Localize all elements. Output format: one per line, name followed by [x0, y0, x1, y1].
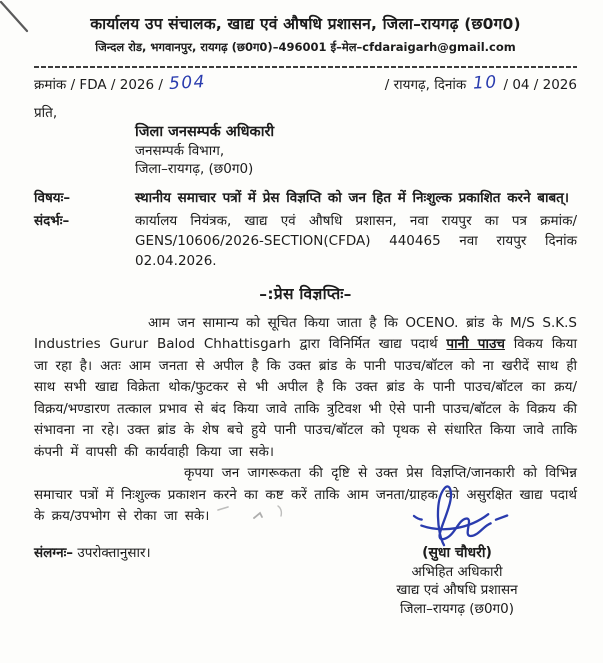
- dashed-divider: [34, 66, 577, 68]
- date-day-handwritten: 10: [472, 72, 498, 94]
- signatory-designation: अभिहित अधिकारी: [411, 563, 503, 580]
- body-paragraph-1: [34, 313, 577, 464]
- body-paragraph-2: कृपया जन जागरूकता की दृष्टि से उक्त प्रेस विज्ञप्ति/जानकारी को विभिन्न समाचार पत्रों में निःशुल्क प्रकाशन करने का कष्ट करें ताकि आम जनता/ग्राहक को असुरक्षित खाद्य पदार्थ के क्रय/उपभोग से रोका जा सके।: [34, 465, 577, 524]
- subject-text: स्थानीय समाचार पत्रों में प्रेस विज्ञप्ति को जन हित में निःशुल्क प्रकाशित करने बाबत्।: [135, 189, 569, 206]
- handwritten-signature: [392, 484, 522, 550]
- reference-text: कार्यालय नियंत्रक, खाद्य एवं औषधि प्रशासन, नवा रायपुर का पत्र क्रमांक/ GENS/10606/2026-SECTION(CFDA) 440465 नवा रायपुर दिनांक 02.04.2026.: [135, 212, 577, 269]
- office-address: जिन्दल रोड, भगवानपुर, रायगढ़ (छ0ग0)–496001 ई–मेल–cfdaraigarh@gmail.com: [95, 40, 516, 54]
- para1-text-before: आम जन सामान्य को सूचित किया जाता है कि OCENO. ब्रांड के M/S S.K.S Industries Gurur Balod Chhattisgarh द्वारा विनिर्मित खाद्य पदार्थ: [34, 314, 577, 352]
- to-label: प्रति,: [34, 105, 58, 121]
- office-title: कार्यालय उप संचालक, खाद्य एवं औषधि प्रशासन, जिला–रायगढ़ (छ0ग0): [90, 15, 521, 33]
- reference-label: संदर्भः–: [34, 212, 70, 229]
- recipient-district: जिला–रायगढ़, (छ0ग0): [135, 161, 254, 177]
- signature-block: [341, 484, 573, 618]
- scan-artifact-pencil-marks: [210, 496, 300, 530]
- para1-highlight-pani-pauch: पानी पाउच: [446, 336, 505, 352]
- recipient-name: जिला जनसम्पर्क अधिकारी: [135, 124, 275, 140]
- enclosure-text: उपरोक्तानुसार।: [77, 544, 151, 561]
- enclosure-label: संलग्नः–: [34, 544, 74, 561]
- scan-artifact-corner-line: [0, 0, 40, 40]
- letter-number-handwritten: 504: [168, 72, 207, 94]
- letter-number-label: क्रमांक / FDA / 2026 /: [34, 77, 163, 93]
- signatory-name: (सुधा चौधरी): [422, 545, 492, 561]
- recipient-department: जनसम्पर्क विभाग,: [135, 142, 225, 159]
- recipient-block: [135, 123, 577, 179]
- reference-row: [34, 211, 577, 271]
- subject-label: विषयः–: [34, 189, 71, 206]
- signatory-department: खाद्य एवं औषधि प्रशासन: [396, 582, 518, 598]
- press-release-heading: –:प्रेस विज्ञप्तिः–: [259, 284, 352, 303]
- subject-row: [34, 188, 577, 208]
- letter-date: [385, 74, 577, 94]
- reference-number-row: [34, 74, 577, 94]
- letterhead: [34, 12, 577, 55]
- date-month-year: / 04 / 2026: [503, 77, 577, 93]
- letter-number: [34, 74, 208, 94]
- signatory-district: जिला–रायगढ़ (छ0ग0): [399, 600, 515, 617]
- para1-text-after: विकय किया जा रहा है। अतः आम जनता से अपील है कि उक्त ब्रांड के पानी पाउच/बॉटल को ना खरीदें साथ ही साथ सभी खाद्य विक्रेता थोक/फुटकर से भी अपील है कि उक्त ब्रांड के पानी पाउच/बॉटल का क्रय/विक्रय/भण्डारण तत्काल प्रभाव से बंद किया जावे ताकि त्रुटिवश भी ऐसे पानी पाउच/बॉटल के विक्रय की संभावना ना रहे। उक्त ब्रांड के शेष बचे हुये पानी पाउच/बॉटल को पृथक से संधारित किया जावे ताकि कंपनी में वापसी की कार्यवाही किया जा सके।: [34, 336, 577, 460]
- place-date-label: / रायगढ़, दिनांक: [384, 77, 467, 93]
